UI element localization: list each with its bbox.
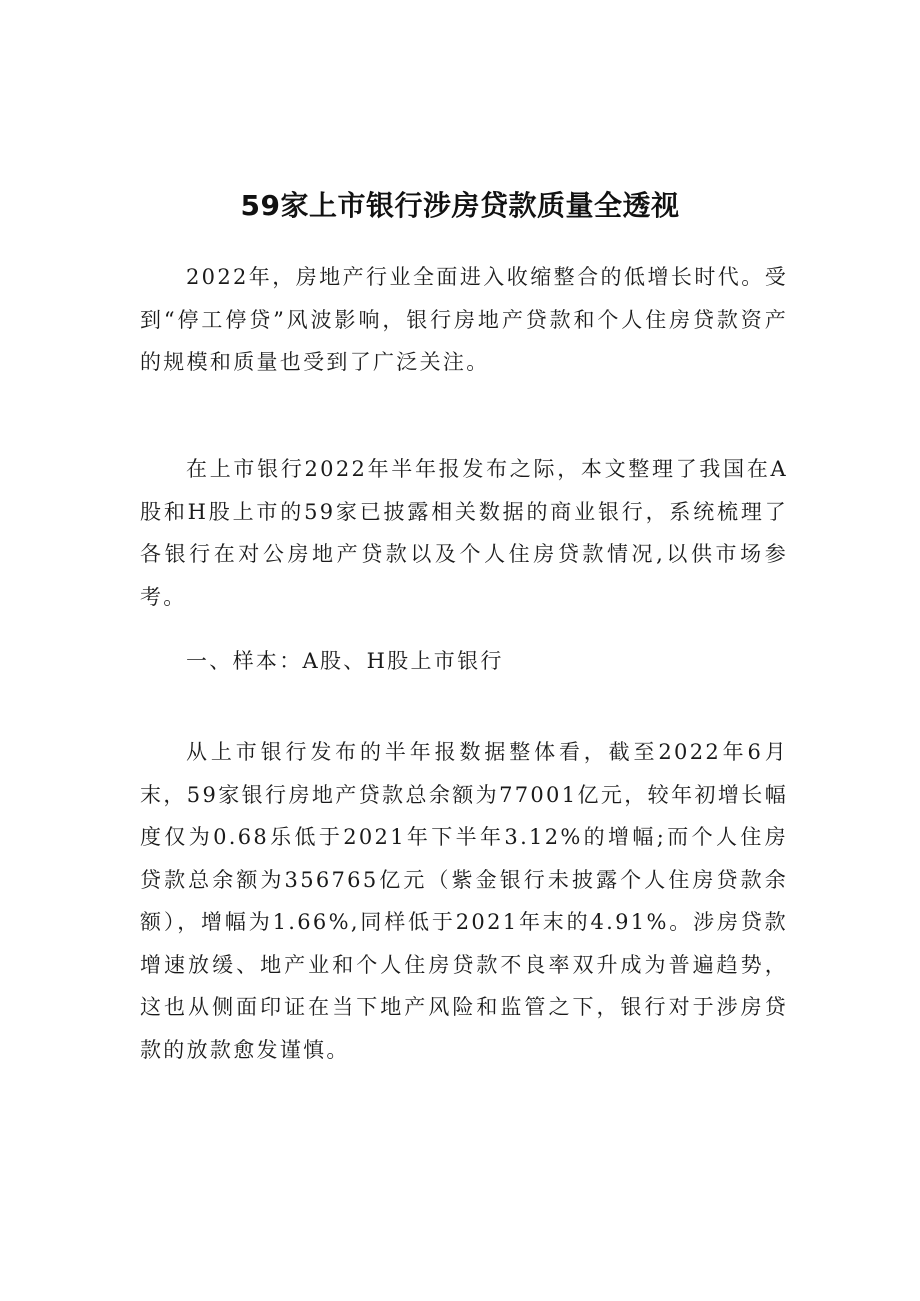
- document-title: 59家上市银行涉房贷款质量全透视: [240, 188, 680, 222]
- paragraph-overview: 从上市银行发布的半年报数据整体看，截至2022年6月末，59家银行房地产贷款总余额为77001亿元，较年初增长幅度仅为0.68乐低于2021年下半年3.12%的增幅;而个人住房贷款总余额为356765亿元（紫金银行未披露个人住房贷款余额），增幅为1.66%,同样低于2021年末的4.91%。涉房贷款增速放缓、地产业和个人住房贷款不良率双升成为普遍趋势，这也从侧面印证在当下地产风险和监管之下，银行对于涉房贷款的放款愈发谨慎。: [140, 740, 788, 1062]
- paragraph-scope: 在上市银行2022年半年报发布之际，本文整理了我国在A股和H股上市的59家已披露相关数据的商业银行，系统梳理了各银行在对公房地产贷款以及个人住房贷款情况,以供市场参考。: [140, 457, 788, 609]
- section-heading-sample: 一、样本：A股、H股上市银行: [186, 649, 504, 673]
- paragraph-intro: 2022年，房地产行业全面进入收缩整合的低增长时代。受到“停工停贷”风波影响，银行房地产贷款和个人住房贷款资产的规模和质量也受到了广泛关注。: [140, 265, 788, 374]
